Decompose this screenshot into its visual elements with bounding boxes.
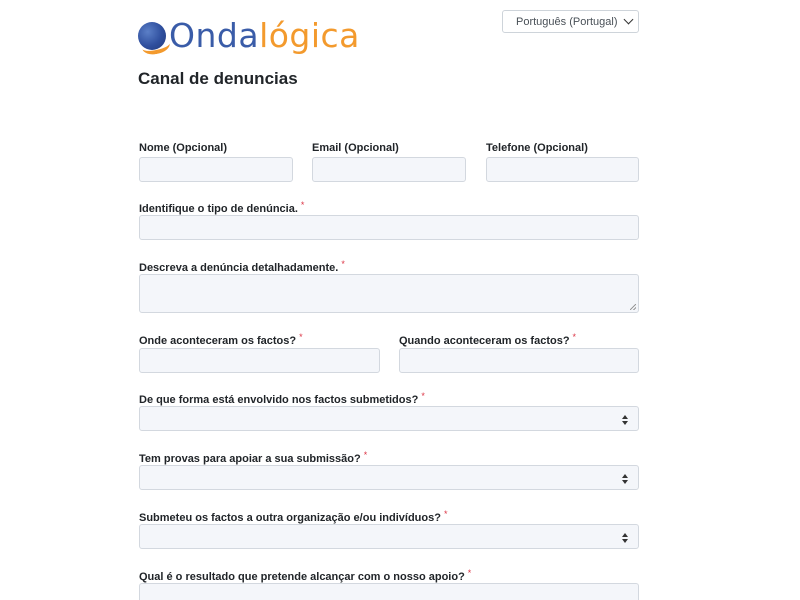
when-input[interactable] — [399, 348, 639, 373]
ondalogica-logo[interactable] — [138, 16, 360, 56]
logo-wordmark — [169, 16, 360, 56]
evidence-label: Tem provas para apoiar a sua submissão? * — [139, 450, 368, 465]
description-label: Descreva a denúncia detalhadamente. * — [139, 259, 345, 274]
phone-label: Telefone (Opcional) — [486, 142, 588, 154]
resize-handle-icon[interactable] — [630, 304, 636, 310]
chevron-down-icon — [624, 15, 634, 25]
logo-text-orange: lógica — [259, 16, 360, 55]
required-marker: * — [572, 332, 577, 342]
email-input[interactable] — [312, 157, 466, 182]
where-label: Onde aconteceram os factos? * — [139, 332, 303, 347]
other-org-label: Submeteu os factos a outra organização e/ou indivíduos? * — [139, 509, 448, 524]
sort-arrows-icon — [621, 414, 629, 426]
other-org-select[interactable] — [139, 524, 639, 549]
goal-label: Qual é o resultado que pretende alcançar com o nosso apoio? * — [139, 568, 472, 583]
name-label: Nome (Opcional) — [139, 142, 228, 154]
sort-arrows-icon — [621, 473, 629, 485]
where-input[interactable] — [139, 348, 380, 373]
required-marker: * — [341, 259, 345, 269]
description-textarea[interactable] — [139, 274, 639, 313]
involvement-select[interactable] — [139, 406, 639, 431]
goal-input[interactable] — [139, 583, 639, 600]
required-marker: * — [421, 391, 425, 401]
language-select-value: Português (Portugal) — [516, 15, 618, 28]
involvement-label: De que forma está envolvido nos factos submetidos? * — [139, 391, 425, 406]
type-input[interactable] — [139, 215, 639, 240]
required-marker: * — [363, 450, 368, 460]
email-label: Email (Opcional) — [312, 142, 399, 154]
required-marker: * — [300, 200, 305, 210]
page-title: Canal de denuncias — [138, 69, 298, 88]
logo-text-blue: Onda — [169, 16, 260, 55]
when-label: Quando aconteceram os factos? * — [399, 332, 577, 347]
logo-globe-icon — [138, 21, 168, 51]
language-select[interactable] — [502, 10, 639, 33]
required-marker: * — [443, 509, 448, 519]
type-label: Identifique o tipo de denúncia. * — [139, 200, 305, 215]
name-input[interactable] — [139, 157, 293, 182]
required-marker: * — [467, 568, 472, 578]
sort-arrows-icon — [621, 532, 629, 544]
evidence-select[interactable] — [139, 465, 639, 490]
required-marker: * — [299, 332, 303, 342]
phone-input[interactable] — [486, 157, 639, 182]
